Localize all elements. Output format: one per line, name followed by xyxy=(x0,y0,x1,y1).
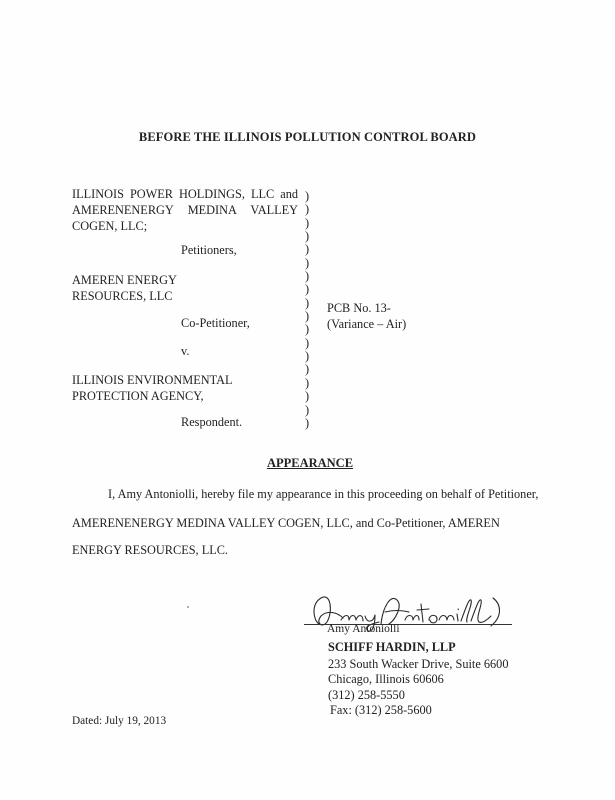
firm-phone: (312) 258-5550 xyxy=(328,688,405,702)
paren: ) xyxy=(305,255,310,270)
versus-text: v. xyxy=(181,344,190,358)
copetitioner-role: Co-Petitioner, xyxy=(181,316,250,330)
scan-speck xyxy=(187,606,189,608)
copetitioner-line-1: AMEREN ENERGY xyxy=(72,273,177,287)
copetitioner-block xyxy=(72,272,177,304)
respondent-role: Respondent. xyxy=(181,415,243,429)
paren: ) xyxy=(305,282,310,297)
case-number: PCB No. 13- xyxy=(327,301,391,315)
paren: ) xyxy=(305,189,310,203)
respondent-line-1: ILLINOIS ENVIRONMENTAL xyxy=(72,373,233,387)
paren: ) xyxy=(305,322,310,337)
law-firm-name: SCHIFF HARDIN, LLP xyxy=(328,640,456,654)
paren: ) xyxy=(305,215,310,230)
case-number-block xyxy=(327,300,406,332)
date-line: Dated: July 19, 2013 xyxy=(72,715,167,727)
respondent-block xyxy=(72,372,233,404)
caption-paren-column xyxy=(305,190,309,430)
paren: ) xyxy=(305,242,310,257)
appearance-heading: APPEARANCE xyxy=(266,456,354,470)
petitioner-line-2: AMERENENERGY MEDINA VALLEY xyxy=(72,203,298,217)
respondent-line-2: PROTECTION AGENCY, xyxy=(72,389,204,403)
paren: ) xyxy=(305,402,310,417)
petitioner-line-1: ILLINOIS POWER HOLDINGS, LLC and xyxy=(72,187,298,201)
paren: ) xyxy=(305,229,310,244)
petitioner-line-3: COGEN, LLC; xyxy=(72,219,148,233)
firm-fax: Fax: (312) 258-5600 xyxy=(330,703,432,717)
appearance-line-1: I, Amy Antoniolli, hereby file my appearance in this proceeding on behalf of Petitioner, xyxy=(108,487,539,501)
paren: ) xyxy=(305,415,310,430)
petitioner-role: Petitioners, xyxy=(181,243,237,257)
paren: ) xyxy=(305,202,310,217)
appearance-line-2: AMERENENERGY MEDINA VALLEY COGEN, LLC, and Co-Petitioner, AMEREN xyxy=(72,516,500,530)
firm-address-1: 233 South Wacker Drive, Suite 6600 xyxy=(328,657,509,671)
paren: ) xyxy=(305,389,310,404)
paren: ) xyxy=(305,335,310,350)
caption-title: BEFORE THE ILLINOIS POLLUTION CONTROL BOARD xyxy=(138,130,477,144)
petitioner-block xyxy=(72,186,298,234)
case-type: (Variance – Air) xyxy=(327,317,407,331)
paren: ) xyxy=(305,375,310,390)
paren: ) xyxy=(305,295,310,310)
firm-address-2: Chicago, Illinois 60606 xyxy=(328,672,444,686)
paren: ) xyxy=(305,269,310,284)
paren: ) xyxy=(305,362,310,377)
signature-printed-name: Amy Antoniolli xyxy=(327,623,400,635)
paren: ) xyxy=(305,309,310,324)
copetitioner-line-2: RESOURCES, LLC xyxy=(72,289,173,303)
paren: ) xyxy=(305,349,310,364)
appearance-line-3: ENERGY RESOURCES, LLC. xyxy=(72,543,228,557)
